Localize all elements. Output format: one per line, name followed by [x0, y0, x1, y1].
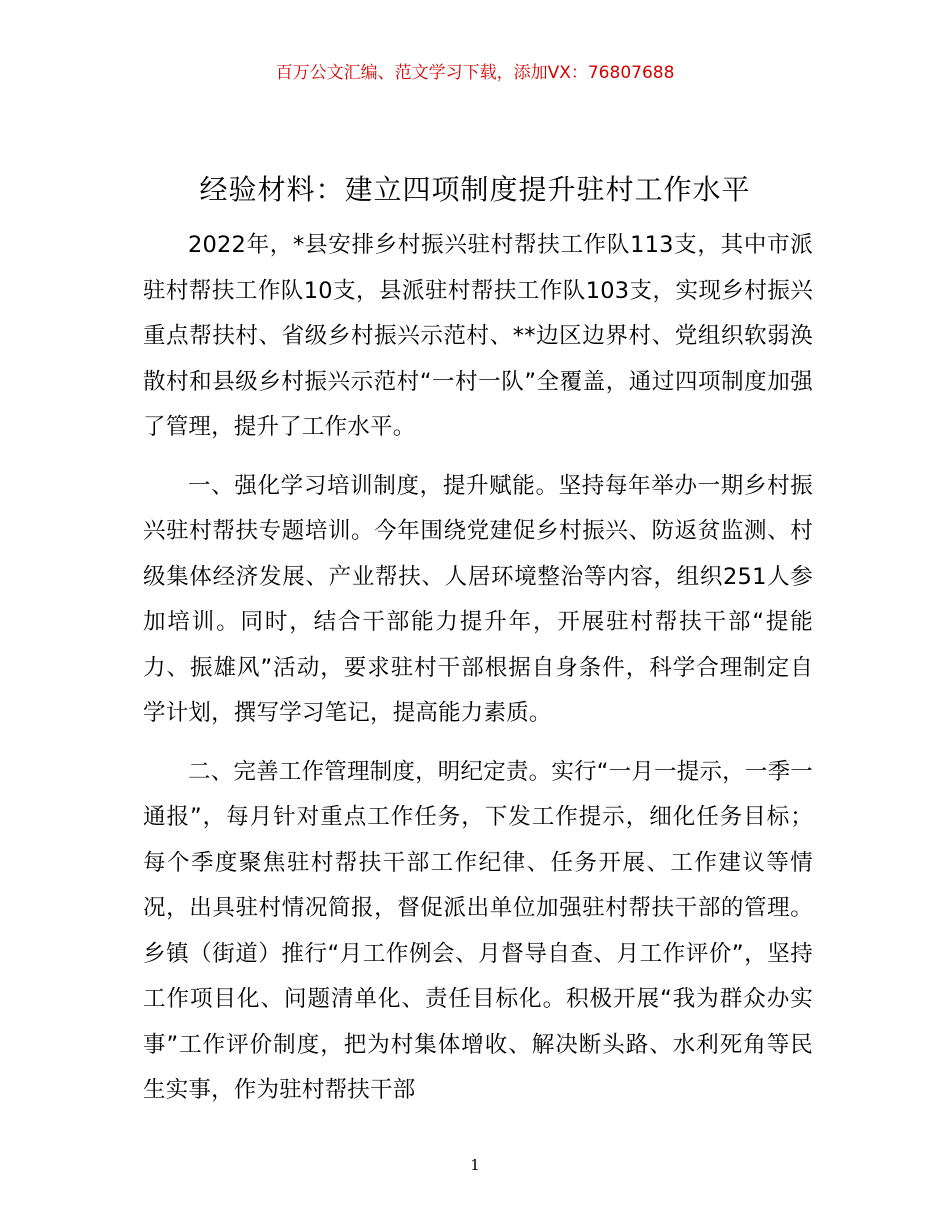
page-number: 1	[470, 1156, 480, 1174]
header-banner: 百万公文汇编、范文学习下载，添加VX：76807688	[275, 63, 675, 83]
paragraph-section-one: 一、强化学习培训制度，提升赋能。坚持每年举办一期乡村振兴驻村帮扶专题培训。今年围绕党建促乡村振兴、防返贫监测、村级集体经济发展、产业帮扶、人居环境整治等内容，组织251人参加培训。同时，结合干部能力提升年，开展驻村帮扶干部“提能力、振雄风”活动，要求驻村干部根据自身条件，科学合理制定自学计划，撰写学习笔记，提高能力素质。	[143, 472, 813, 726]
document-body	[143, 223, 813, 1127]
document-title: 经验材料：建立四项制度提升驻村工作水平	[199, 173, 751, 206]
paragraph-intro: 2022年，*县安排乡村振兴驻村帮扶工作队113支，其中市派驻村帮扶工作队10支，县派驻村帮扶工作队103支，实现乡村振兴重点帮扶村、省级乡村振兴示范村、**边区边界村、党组织软弱涣散村和县级乡村振兴示范村“一村一队”全覆盖，通过四项制度加强了管理，提升了工作水平。	[143, 232, 813, 440]
paragraph-section-two: 二、完善工作管理制度，明纪定责。实行“一月一提示，一季一通报”，每月针对重点工作任务，下发工作提示，细化任务目标；每个季度聚焦驻村帮扶干部工作纪律、任务开展、工作建议等情况，出具驻村情况简报，督促派出单位加强驻村帮扶干部的管理。乡镇（街道）推行“月工作例会、月督导自查、月工作评价”，坚持工作项目化、问题清单化、责任目标化。积极开展“我为群众办实事”工作评价制度，把为村集体增收、解决断头路、水利死角等民生实事，作为驻村帮扶干部	[143, 758, 813, 1103]
